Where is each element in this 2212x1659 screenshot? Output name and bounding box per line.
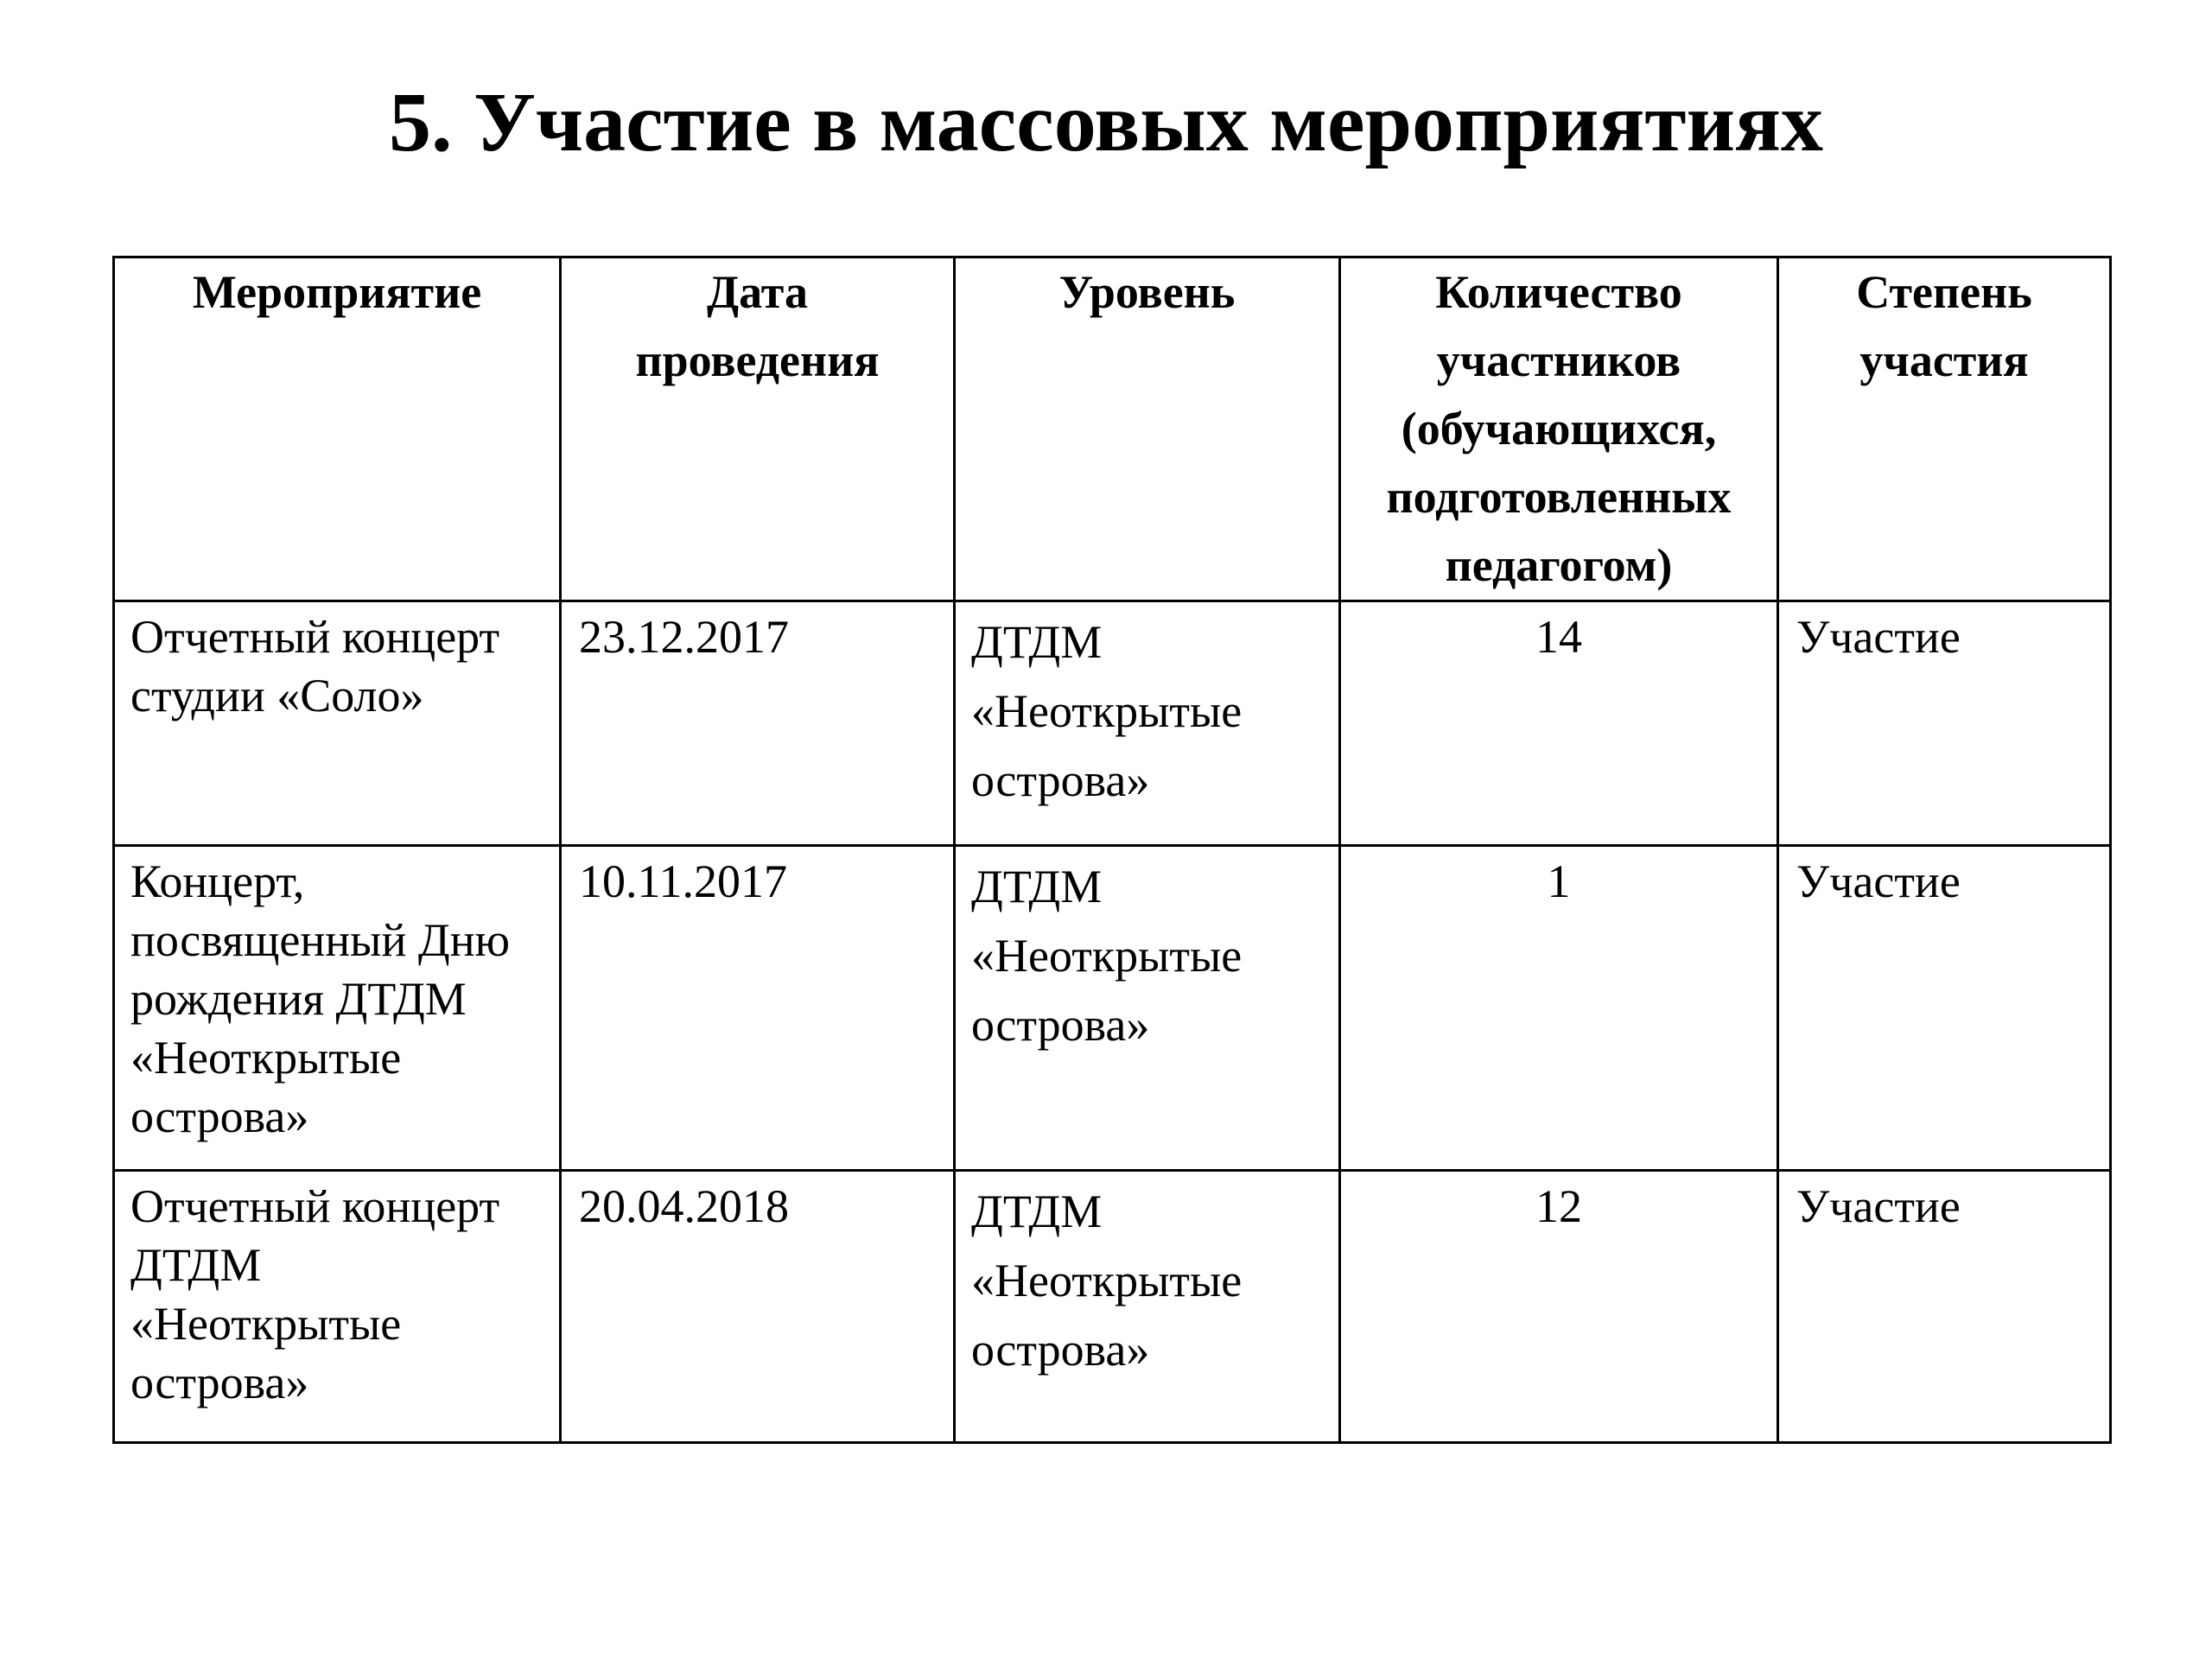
cell-event: Отчетный концерт студии «Соло»	[114, 601, 561, 846]
cell-date: 20.04.2018	[561, 1171, 955, 1443]
cell-degree: Участие	[1778, 601, 2111, 846]
table-row	[114, 846, 2111, 1171]
cell-level: ДТДМ «Неоткрытые острова»	[955, 601, 1340, 846]
cell-degree: Участие	[1778, 846, 2111, 1171]
header-event: Мероприятие	[114, 257, 561, 601]
cell-date: 23.12.2017	[561, 601, 955, 846]
cell-level: ДТДМ «Неоткрытые острова»	[955, 846, 1340, 1171]
table-header-row	[114, 257, 2111, 601]
page-title: 5. Участие в массовых мероприятиях	[388, 76, 1824, 169]
cell-event: Концерт, посвященный Дню рождения ДТДМ «Неоткрытые острова»	[114, 846, 561, 1171]
events-table	[112, 256, 2112, 1444]
cell-degree: Участие	[1778, 1171, 2111, 1443]
table-row	[114, 601, 2111, 846]
cell-date: 10.11.2017	[561, 846, 955, 1171]
header-date: Дата проведения	[561, 257, 955, 601]
cell-count: 14	[1340, 601, 1778, 846]
header-degree: Степень участия	[1778, 257, 2111, 601]
cell-level: ДТДМ «Неоткрытые острова»	[955, 1171, 1340, 1443]
cell-count: 1	[1340, 846, 1778, 1171]
cell-event: Отчетный концерт ДТДМ «Неоткрытые острова»	[114, 1171, 561, 1443]
header-level: Уровень	[955, 257, 1340, 601]
table-row	[114, 1171, 2111, 1443]
header-count: Количество участников (обучающихся, подготовленных педагогом)	[1340, 257, 1778, 601]
cell-count: 12	[1340, 1171, 1778, 1443]
